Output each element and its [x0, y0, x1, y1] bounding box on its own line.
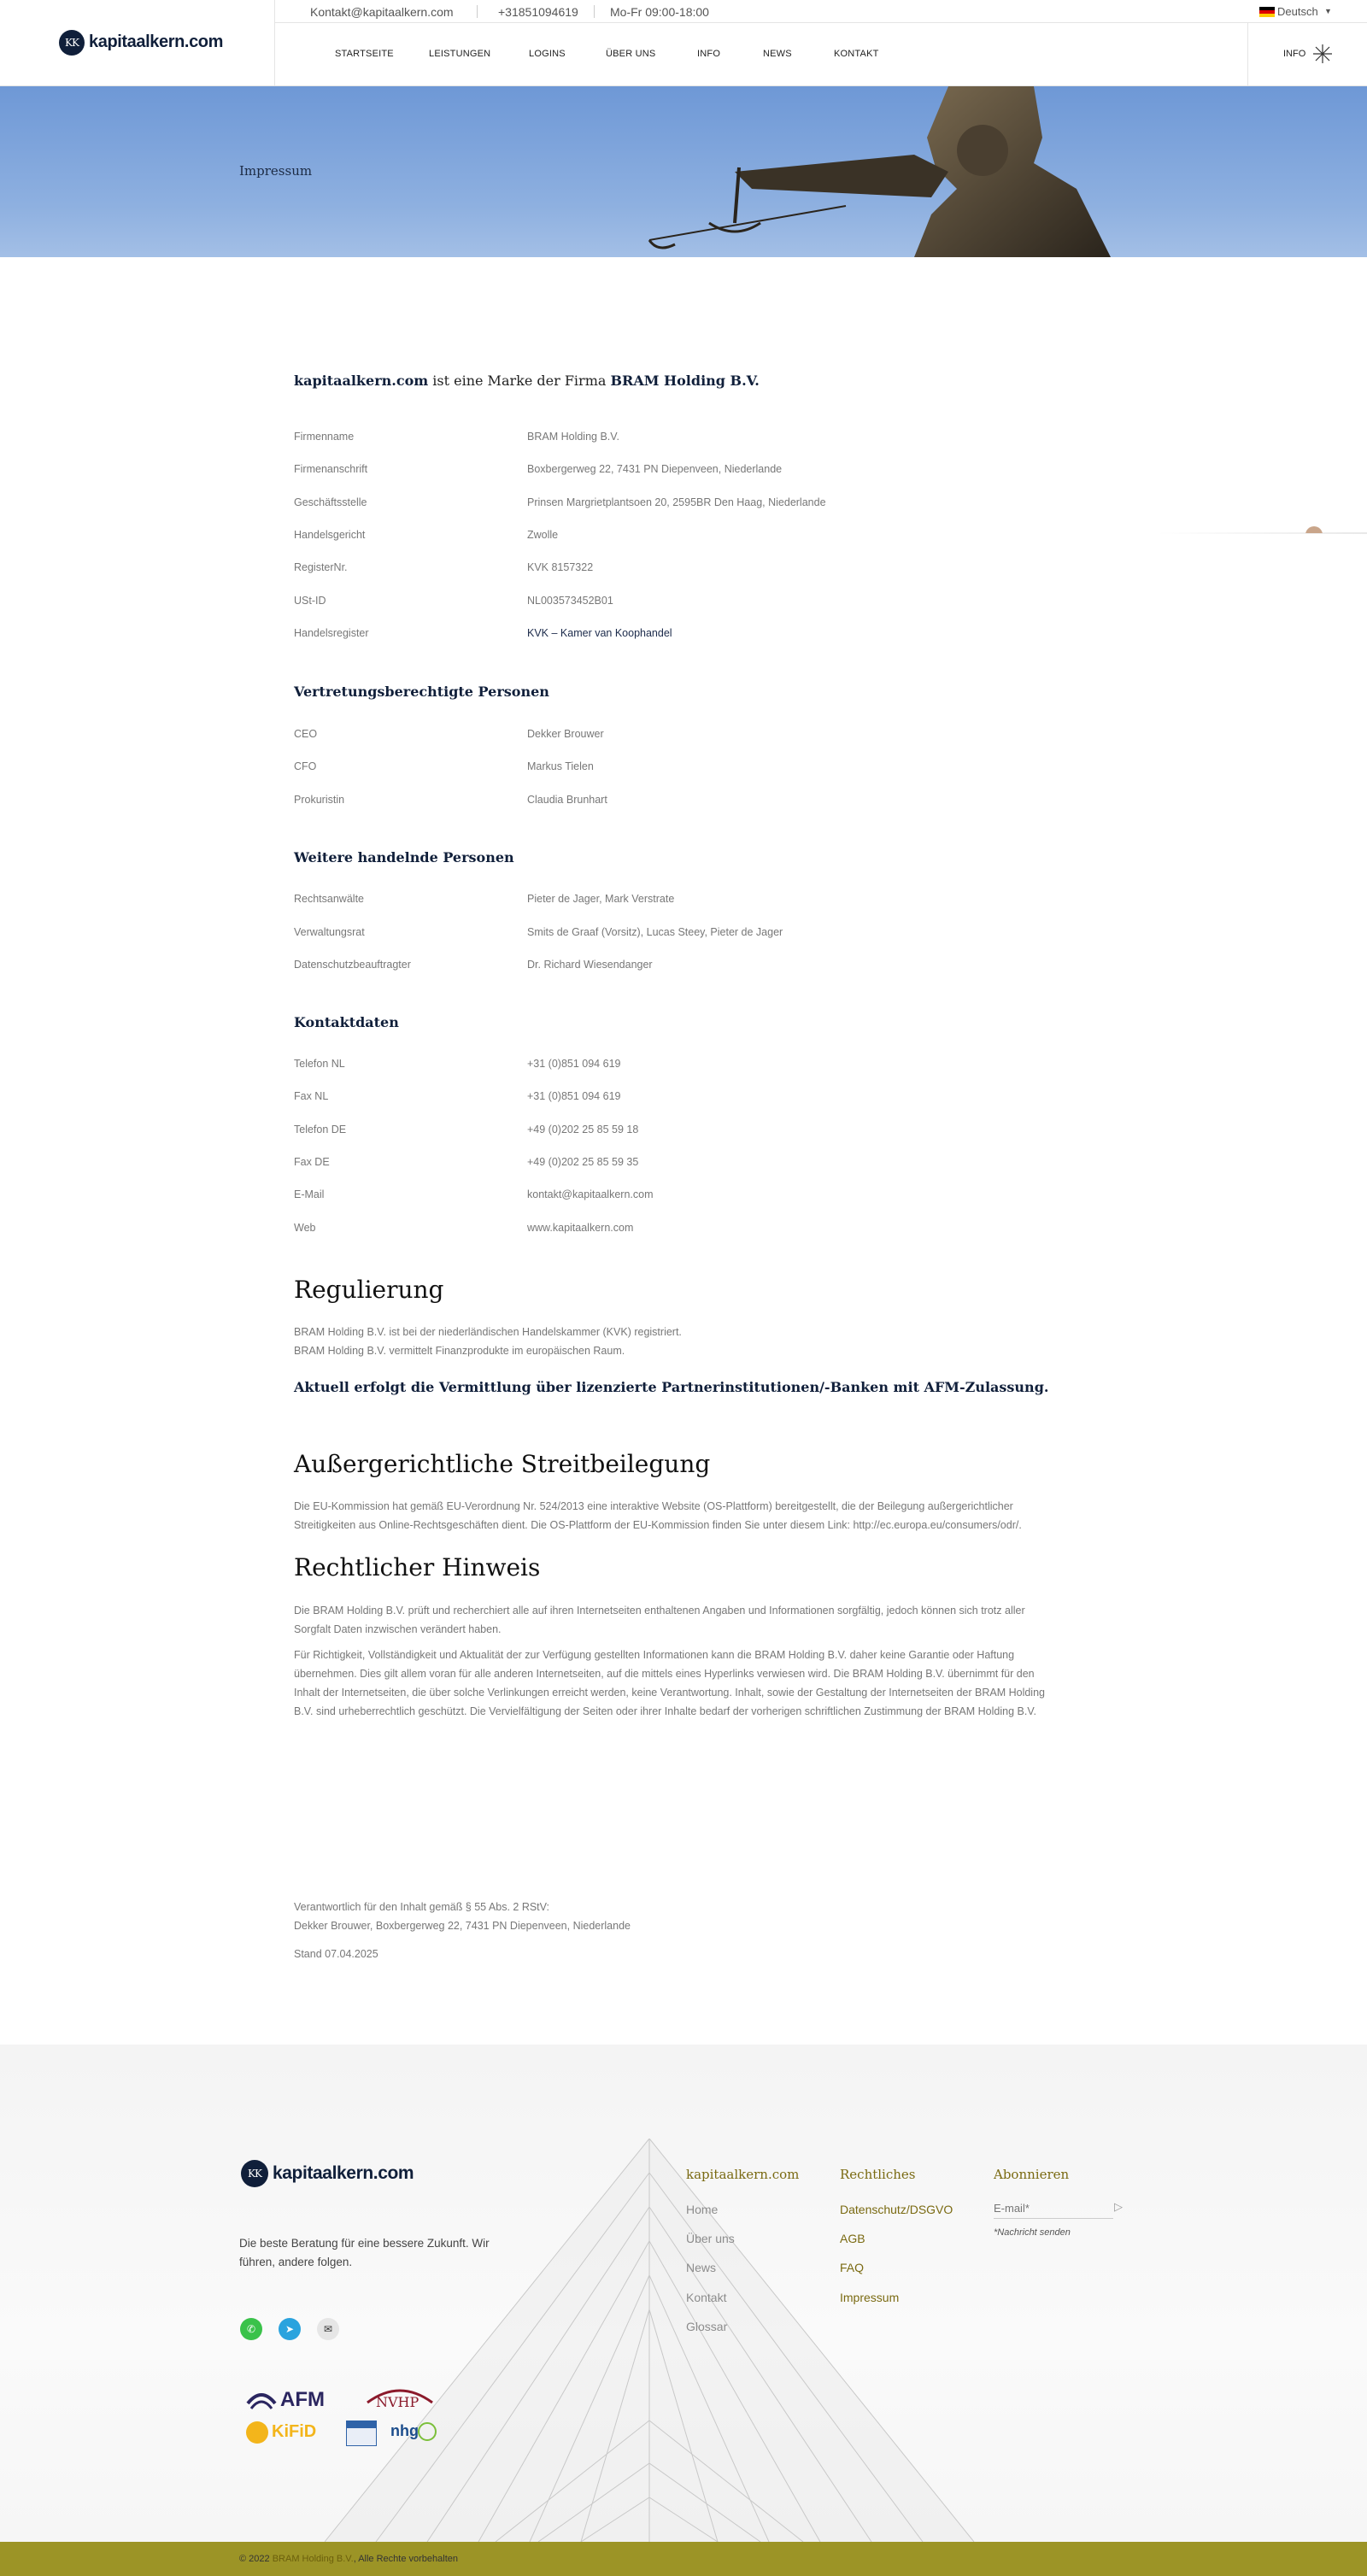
copyright-prefix: © 2022 [239, 2554, 270, 2564]
page-title: Impressum [239, 163, 313, 179]
row-value: Zwolle [527, 529, 559, 541]
intro-line [294, 373, 760, 389]
topbar-phone[interactable]: +31851094619 [498, 5, 578, 19]
hero-banner [0, 86, 1367, 257]
divider [1158, 532, 1367, 534]
row-value: Dekker Brouwer [527, 728, 604, 740]
text-line: führen, andere folgen. [239, 2256, 353, 2268]
row-value: +49 (0)202 25 85 59 18 [527, 1124, 639, 1135]
row-label: Fax DE [294, 1156, 330, 1168]
text-line: B.V. sind urheberrechtlich geschützt. Die Vervielfältigung der Seiten oder ihrer Inhalte bedarf der vorherigen schriftlichen Zustimmung der BRAM Holding B.V. [294, 1705, 1036, 1717]
telegram-icon[interactable]: ➤ [279, 2318, 301, 2340]
section-heading: Regulierung [294, 1276, 444, 1304]
footer-tagline [239, 2234, 490, 2272]
paragraph [294, 1601, 1063, 1639]
topbar-email[interactable]: Kontakt@kapitaalkern.com [310, 5, 454, 19]
row-value: Boxbergerweg 22, 7431 PN Diepenveen, Niederlande [527, 463, 783, 475]
logo-text: kapitaalkern.com [273, 2163, 414, 2183]
web-link[interactable]: www.kapitaalkern.com [527, 1222, 634, 1234]
section-heading: Rechtlicher Hinweis [294, 1553, 541, 1581]
row-label: Verwaltungsrat [294, 926, 365, 938]
nav-logins[interactable]: LOGINS [529, 49, 566, 59]
logo-area [0, 0, 275, 86]
logo-link[interactable] [59, 30, 230, 57]
footer-col-heading: Rechtliches [840, 2167, 916, 2182]
building-image [325, 2139, 1008, 2542]
row-label: Firmenanschrift [294, 463, 368, 475]
row-label: Datenschutzbeauftragter [294, 959, 411, 971]
row-label: Fax NL [294, 1090, 329, 1102]
intro-middle: ist eine Marke der Firma [432, 373, 607, 389]
menu-star-icon [1313, 44, 1332, 67]
text-line: Verantwortlich für den Inhalt gemäß § 55 Abs. 2 RStV: [294, 1901, 550, 1913]
row-value: +49 (0)202 25 85 59 35 [527, 1156, 639, 1168]
info-label: INFO [1283, 49, 1306, 59]
divider [594, 5, 595, 18]
row-value: Claudia Brunhart [527, 794, 607, 806]
footer-link-kontakt[interactable]: Kontakt [686, 2291, 727, 2304]
text-line: BRAM Holding B.V. ist bei der niederländischen Handelskammer (KVK) registriert. [294, 1326, 682, 1338]
stand-date: Stand 07.04.2025 [294, 1948, 378, 1960]
nhg-mark [418, 2422, 437, 2441]
row-label: Web [294, 1222, 316, 1234]
avatar[interactable] [1305, 526, 1323, 543]
row-value: BRAM Holding B.V. [527, 431, 619, 443]
text-line: Für Richtigkeit, Vollständigkeit und Aktualität der zur Verfügung gestellten Informationen kann die BRAM Holding B.V. daher keine Garantie oder Haftung [294, 1649, 1015, 1661]
text-line: Die EU-Kommission hat gemäß EU-Verordnung Nr. 524/2013 eine interaktive Website (OS-Plattform) bereitgestellt, die der Beilegung außergerichtlicher [294, 1500, 1013, 1512]
newsletter-email-input[interactable] [994, 2198, 1113, 2219]
row-label: Rechtsanwälte [294, 893, 364, 905]
text-line: Die beste Beratung für eine bessere Zukunft. Wir [239, 2237, 490, 2250]
row-label: Telefon NL [294, 1058, 345, 1070]
footer-col-heading: kapitaalkern.com [686, 2167, 800, 2182]
copyright-company: BRAM Holding B.V. [272, 2554, 354, 2564]
row-value: KVK 8157322 [527, 561, 594, 573]
row-value: Markus Tielen [527, 760, 594, 772]
afm-logo [244, 2386, 347, 2414]
row-label: RegisterNr. [294, 561, 348, 573]
nav-info[interactable]: INFO [697, 49, 721, 59]
main-nav [275, 23, 1249, 86]
paragraph [294, 1898, 1063, 1935]
flag-de-icon [1259, 6, 1275, 16]
row-label: CEO [294, 728, 318, 740]
email-link[interactable]: kontakt@kapitaalkern.com [527, 1188, 654, 1200]
logo-text: kapitaalkern.com [89, 32, 224, 51]
divider [477, 5, 478, 18]
text-line: Streitigkeiten aus Online-Rechtsgeschäften dient. Die OS-Plattform der EU-Kommission finden Sie unter diesem Link: http://ec.europa.eu/consumers/odr/. [294, 1519, 1022, 1531]
nav-startseite[interactable]: STARTSEITE [335, 49, 394, 59]
row-label: USt-ID [294, 595, 326, 607]
row-label: Telefon DE [294, 1124, 347, 1135]
kifid-text: KiFiD [272, 2422, 317, 2441]
copyright-suffix: Alle Rechte vorbehalten [358, 2554, 458, 2564]
afm-text: AFM [280, 2388, 325, 2411]
nhg-text: nhg [390, 2422, 419, 2439]
footer-link-agb[interactable]: AGB [840, 2232, 865, 2245]
footer-link-ueber-uns[interactable]: Über uns [686, 2232, 735, 2245]
footer-col-heading: Abonnieren [994, 2167, 1070, 2182]
chevron-down-icon: ▼ [1324, 7, 1332, 15]
row-label: Firmenname [294, 431, 355, 443]
newsletter-note: *Nachricht senden [994, 2227, 1071, 2238]
row-label: Handelsregister [294, 627, 369, 639]
send-arrow-icon[interactable]: ▷ [1114, 2200, 1123, 2213]
section-heading: Vertretungsberechtigte Personen [294, 684, 549, 700]
row-value: NL003573452B01 [527, 595, 613, 607]
footer-link-home[interactable]: Home [686, 2203, 719, 2216]
nhg-logo [389, 2421, 440, 2446]
row-value: +31 (0)851 094 619 [527, 1090, 621, 1102]
text-line: Dekker Brouwer, Boxbergerweg 22, 7431 PN Diepenveen, Niederlande [294, 1920, 631, 1932]
paragraph [294, 1497, 1063, 1534]
footer-link-glossar[interactable]: Glossar [686, 2320, 728, 2333]
row-value: +31 (0)851 094 619 [527, 1058, 621, 1070]
footer [0, 2045, 1367, 2542]
row-value: Smits de Graaf (Vorsitz), Lucas Steey, Pieter de Jager [527, 926, 783, 938]
kifid-logo [244, 2418, 337, 2447]
copyright-text: © 2022 BRAM Holding B.V., Alle Rechte vorbehalten [239, 2554, 458, 2564]
justitia-statue-image [632, 86, 1367, 257]
nav-ueber-uns[interactable]: ÜBER UNS [606, 49, 656, 59]
info-menu-button[interactable] [1247, 23, 1367, 86]
section-heading: Außergerichtliche Streitbeilegung [294, 1450, 711, 1478]
row-value: Prinsen Margrietplantsoen 20, 2595BR Den Haag, Niederlande [527, 496, 826, 508]
nav-news[interactable]: NEWS [763, 49, 792, 59]
top-bar [275, 0, 1367, 23]
text-line: Sorgfalt Daten inzwischen verändert haben. [294, 1623, 502, 1635]
footer-link-news[interactable]: News [686, 2261, 717, 2274]
text-line: BRAM Holding B.V. vermittelt Finanzprodukte im europäischen Raum. [294, 1345, 625, 1357]
paragraph [294, 1323, 1063, 1360]
row-label: E-Mail [294, 1188, 325, 1200]
row-label: Geschäftsstelle [294, 496, 367, 508]
section-heading: Weitere handelnde Personen [294, 849, 514, 866]
kvk-link[interactable]: KVK – Kamer van Koophandel [527, 627, 672, 639]
mail-icon[interactable]: ✉ [317, 2318, 339, 2340]
nvhp-logo [364, 2384, 436, 2416]
footer-logo-link[interactable] [239, 2158, 427, 2189]
text-line: Die BRAM Holding B.V. prüft und recherchiert alle auf ihren Internetseiten enthaltenen Angaben und Informationen sorgfältig, jedoch können sich trotz aller [294, 1605, 1025, 1617]
row-label: CFO [294, 760, 317, 772]
nav-leistungen[interactable]: LEISTUNGEN [429, 49, 491, 59]
topbar-hours: Mo-Fr 09:00-18:00 [610, 5, 709, 19]
row-label: Prokuristin [294, 794, 345, 806]
intro-company: BRAM Holding B.V. [610, 373, 760, 389]
whatsapp-icon[interactable]: ✆ [240, 2318, 262, 2340]
paragraph [294, 1646, 1063, 1721]
footer-link-faq[interactable]: FAQ [840, 2261, 865, 2274]
registry-badge [346, 2421, 377, 2446]
row-value: Pieter de Jager, Mark Verstrate [527, 893, 675, 905]
text-line: übernehmen. Dies gilt allem voran für alle anderen Internetseiten, auf die mittels eines Hyperlinks verwiesen wird. Die BRAM Holding B.V. übernimmt für den [294, 1668, 1035, 1680]
logo-mark: KK [59, 30, 85, 56]
text-line: Inhalt der Internetseiten, die über solche Verlinkungen erreicht werden, keine Verantwortung. Inhalt, sowie der Gestaltung der Internetseiten der BRAM Holding [294, 1687, 1045, 1699]
highlight-text: Aktuell erfolgt die Vermittlung über lizenzierte Partnerinstitutionen/-Banken mit AFM-Zulassung. [294, 1379, 1049, 1395]
intro-brand: kapitaalkern.com [294, 373, 429, 389]
section-heading: Kontaktdaten [294, 1014, 399, 1030]
kifid-mark [246, 2421, 268, 2444]
nav-kontakt[interactable]: KONTAKT [834, 49, 879, 59]
language-select[interactable]: Deutsch [1277, 5, 1318, 18]
footer-link-impressum[interactable]: Impressum [840, 2291, 900, 2304]
row-label: Handelsgericht [294, 529, 366, 541]
row-value: Dr. Richard Wiesendanger [527, 959, 653, 971]
nvhp-text: NVHP [376, 2394, 419, 2410]
copyright-bar [0, 2542, 1367, 2576]
logo-mark: KK [241, 2160, 268, 2187]
footer-link-datenschutz[interactable]: Datenschutz/DSGVO [840, 2203, 953, 2216]
